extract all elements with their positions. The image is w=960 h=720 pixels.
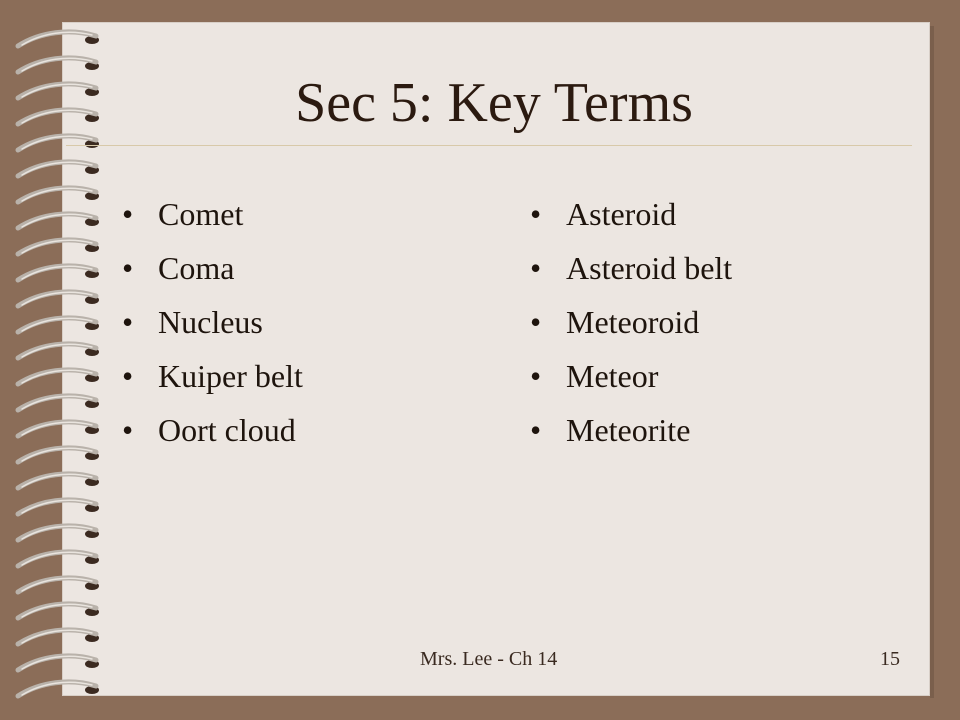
bullet: • <box>530 250 542 286</box>
spiral-coil <box>18 370 99 384</box>
bullet: • <box>530 304 542 340</box>
spiral-coil <box>18 526 99 540</box>
spiral-coil <box>18 474 99 488</box>
term-label: Kuiper belt <box>158 358 303 394</box>
spiral-coil <box>18 162 99 176</box>
term-label: Asteroid belt <box>566 250 733 286</box>
term-label: Comet <box>158 196 244 232</box>
term-label: Meteoroid <box>566 304 700 340</box>
list-item <box>122 242 303 296</box>
spiral-coil <box>18 552 99 566</box>
title-divider <box>66 145 912 146</box>
spiral-coil <box>18 682 99 696</box>
spiral-coil <box>18 318 99 332</box>
list-item <box>122 296 303 350</box>
spiral-coil <box>18 214 99 228</box>
bullet: • <box>122 304 134 340</box>
bullet: • <box>122 358 134 394</box>
spiral-coil <box>18 422 99 436</box>
bullet: • <box>122 412 134 448</box>
bullet: • <box>122 196 134 232</box>
term-label: Asteroid <box>566 196 677 232</box>
list-item <box>530 296 732 350</box>
slide-number: 15 <box>880 648 900 670</box>
list-item <box>530 188 732 242</box>
term-label: Nucleus <box>158 304 263 340</box>
term-label: Coma <box>158 250 235 286</box>
spiral-coil <box>18 32 99 46</box>
list-item <box>530 404 732 458</box>
spiral-coil <box>18 396 99 410</box>
footer-author: Mrs. Lee - Ch 14 <box>420 648 558 670</box>
spiral-coil <box>18 656 99 670</box>
list-item <box>122 404 303 458</box>
slide-title: Sec 5: Key Terms <box>295 72 693 134</box>
spiral-coil <box>18 240 99 254</box>
list-item <box>122 350 303 404</box>
list-item <box>122 188 303 242</box>
right-term-list <box>530 188 732 458</box>
bullet: • <box>122 250 134 286</box>
bullet: • <box>530 412 542 448</box>
bullet: • <box>530 196 542 232</box>
spiral-coil <box>18 630 99 644</box>
left-term-list <box>122 188 303 458</box>
spiral-coil <box>18 500 99 514</box>
spiral-coil <box>18 578 99 592</box>
bullet: • <box>530 358 542 394</box>
spiral-coil <box>18 292 99 306</box>
list-item <box>530 350 732 404</box>
term-label: Meteorite <box>566 412 691 448</box>
spiral-coil <box>18 266 99 280</box>
term-label: Meteor <box>566 358 659 394</box>
list-item <box>530 242 732 296</box>
spiral-coil <box>18 344 99 358</box>
spiral-coil <box>18 136 99 150</box>
spiral-coil <box>18 604 99 618</box>
term-label: Oort cloud <box>158 412 296 448</box>
spiral-coil <box>18 448 99 462</box>
spiral-coil <box>18 188 99 202</box>
